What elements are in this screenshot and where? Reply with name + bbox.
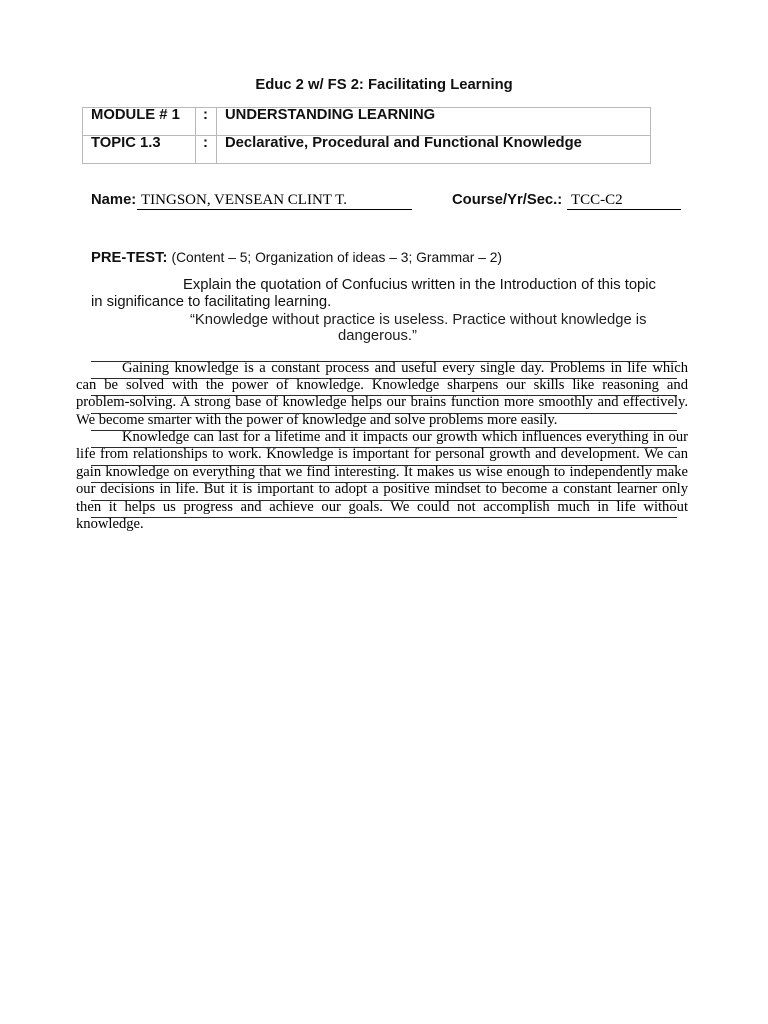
pretest-criteria: (Content – 5; Organization of ideas – 3; Grammar – 2) [171,250,502,265]
name-label: Name: [91,192,137,208]
course-value: TCC-C2 [571,192,623,208]
topic-separator: : [196,136,217,163]
answer-line: knowledge. [76,516,688,533]
name-field [137,192,412,210]
answer-paragraph-1 [76,360,688,430]
pretest-heading [91,249,502,267]
module-title: UNDERSTANDING LEARNING [225,108,436,123]
module-topic-table [82,107,651,164]
module-separator: : [196,108,217,135]
confucius-quote-line: “Knowledge without practice is useless. Practice without knowledge is [190,312,647,328]
answer-line: can be solved with the power of knowledge. Knowledge sharpens our skills like reasoning and [76,376,688,393]
answer-line: gain knowledge on everything that we find interesting. It makes us wise enough to independently make [76,463,688,480]
topic-row [83,135,650,163]
module-row [83,108,650,135]
pretest-label: PRE-TEST: [91,250,168,266]
course-label: Course/Yr/Sec.: [452,192,563,208]
course-field [567,192,681,210]
name-value: TINGSON, VENSEAN CLINT T. [141,192,347,208]
topic-title: Declarative, Procedural and Functional Knowledge [225,136,582,151]
instruction-line: Explain the quotation of Confucius written in the Introduction of this topic [183,277,656,293]
answer-line: Knowledge can last for a lifetime and it impacts our growth which influences everything in our [76,429,688,446]
module-label: MODULE # 1 [83,108,196,135]
answer-line: problem-solving. A strong base of knowledge helps our brains function more smoothly and effectively. [76,394,688,411]
topic-label: TOPIC 1.3 [83,136,196,163]
instruction-line: in significance to facilitating learning. [91,294,332,310]
answer-text [76,360,688,534]
document-title: Educ 2 w/ FS 2: Facilitating Learning [255,77,513,93]
answer-line: We become smarter with the power of knowledge and solve problems more easily. [76,412,688,429]
answer-line: then it helps us progress and achieve our goals. We could not accomplish much in life without [76,498,688,515]
answer-line: Gaining knowledge is a constant process and useful every single day. Problems in life which [76,360,688,377]
answer-line: life from relationships to work. Knowledge is important for personal growth and development. We can [76,446,688,463]
answer-line: our decisions in life. But it is important to adopt a positive mindset to become a constant learner only [76,481,688,498]
answer-paragraph-2 [76,429,688,533]
confucius-quote-line: dangerous.” [338,328,417,344]
